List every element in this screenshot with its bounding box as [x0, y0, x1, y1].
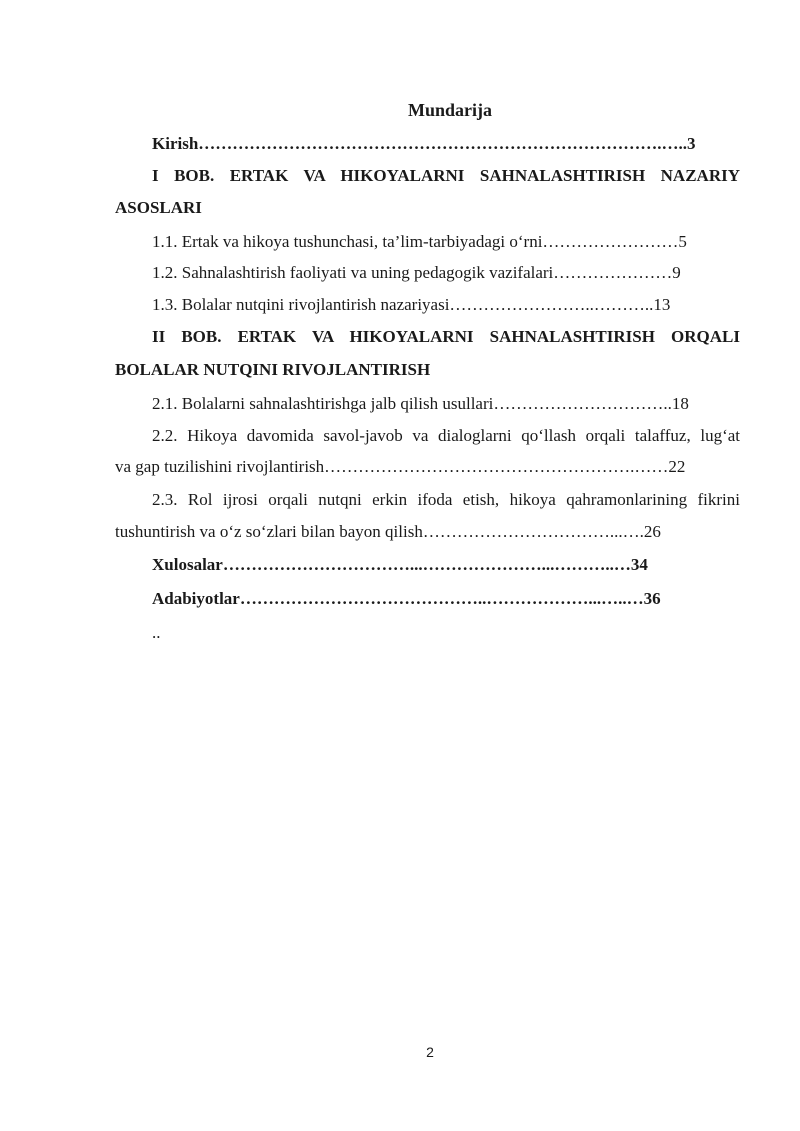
toc-section-2-2-cont: va gap tuzilishini rivojlantirish……………………………………………….……22 — [115, 457, 686, 476]
trailing-dots: .. — [152, 623, 161, 642]
toc-title: Mundarija — [407, 100, 492, 120]
toc-chapter-1-heading: I BOB. ERTAK VA HIKOYALARNI SAHNALASHTIRISH NAZARIY — [152, 166, 740, 185]
toc-chapter-2-heading-cont: BOLALAR NUTQINI RIVOJLANTIRISH — [115, 360, 431, 379]
toc-section-1-2: 1.2. Sahnalashtirish faoliyati va uning pedagogik vazifalari…………………9 — [152, 263, 681, 282]
toc-section-2-1: 2.1. Bolalarni sahnalashtirishga jalb qilish usullari…………………………..18 — [152, 394, 689, 413]
toc-entry-kirish: Kirish……………………………………………………………………….…..3 — [152, 134, 696, 153]
toc-section-1-1: 1.1. Ertak va hikoya tushunchasi, ta’lim-tarbiyadagi o‘rni……………………5 — [152, 232, 687, 251]
toc-section-1-3: 1.3. Bolalar nutqini rivojlantirish nazariyasi……………………..………..13 — [152, 295, 671, 314]
toc-section-2-2: 2.2. Hikoya davomida savol-javob va dialoglarni qo‘llash orqali talaffuz, lug‘at — [152, 426, 740, 445]
toc-chapter-2-heading: II BOB. ERTAK VA HIKOYALARNI SAHNALASHTIRISH ORQALI — [152, 327, 740, 346]
toc-entry-adabiyotlar: Adabiyotlar……………………………………..………………...…..…36 — [152, 589, 661, 608]
toc-section-2-3: 2.3. Rol ijrosi orqali nutqni erkin ifoda etish, hikoya qahramonlarining fikrini — [152, 490, 740, 509]
page-number: 2 — [426, 1044, 434, 1060]
toc-chapter-1-heading-cont: ASOSLARI — [115, 198, 202, 217]
toc-section-2-3-cont: tushuntirish va o‘z so‘zlari bilan bayon qilish……………………………...….26 — [115, 522, 661, 541]
toc-entry-xulosalar: Xulosalar……………………………...…………………...………..…34 — [152, 555, 648, 574]
